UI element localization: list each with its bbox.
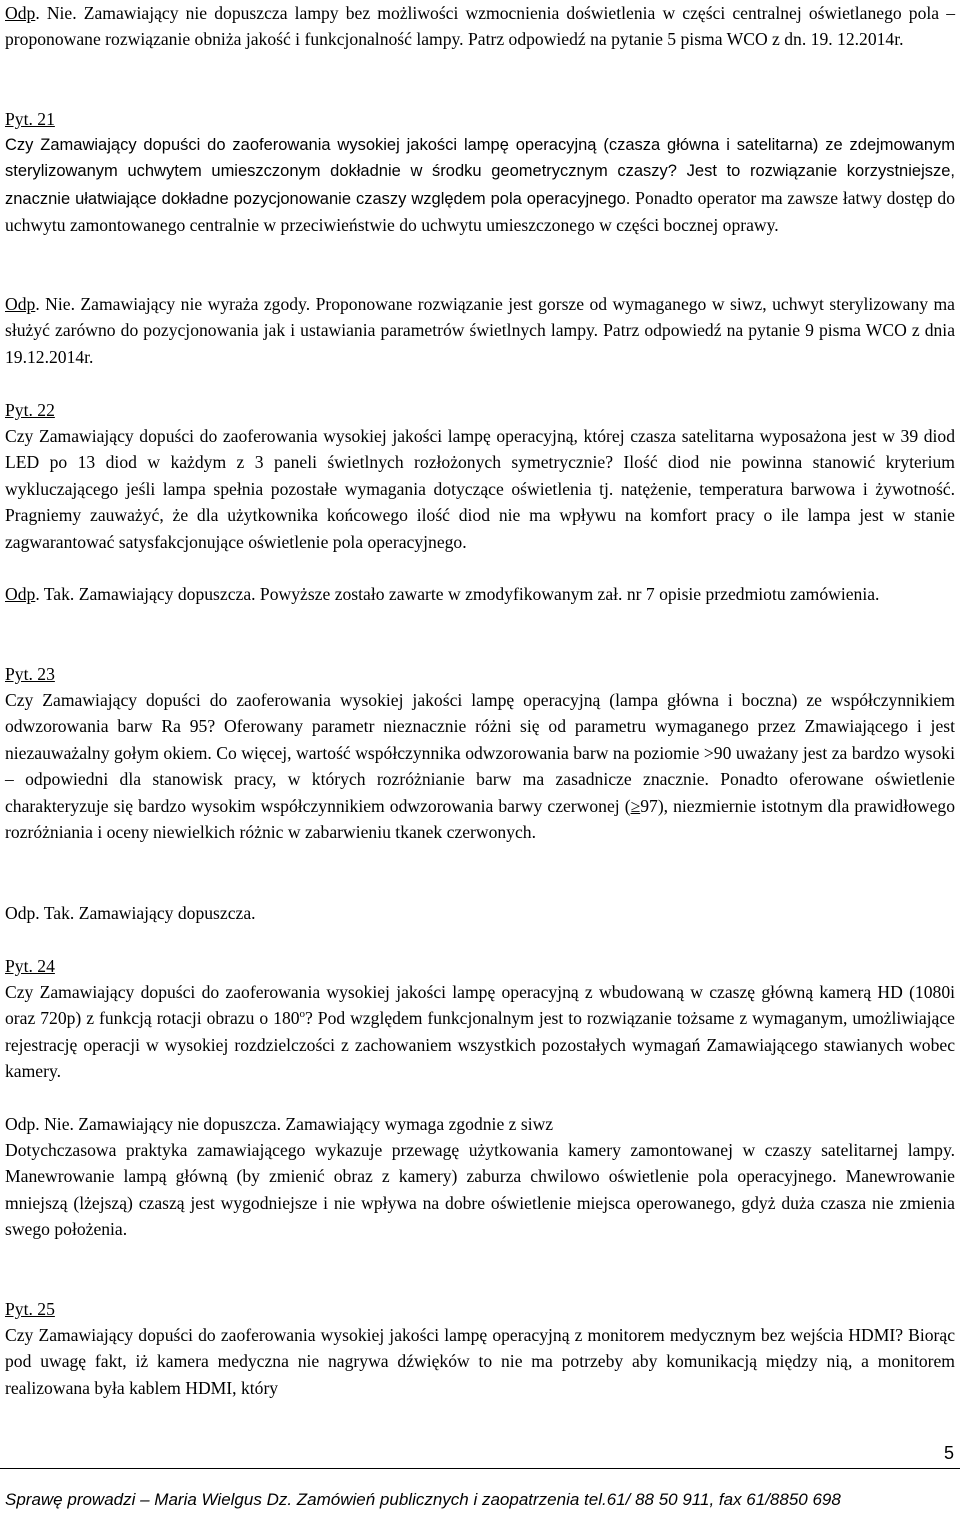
question-label-25: Pyt. 25 — [5, 1299, 55, 1319]
question-24-body: Czy Zamawiający dopuści do zaoferowania wysokiej jakości lampę operacyjną z wbudowaną w czaszę główną kamerą HD (1080i oraz 720p) z funkcją rotacji obrazu o 180 — [5, 982, 955, 1029]
question-text-22: Czy Zamawiający dopuści do zaoferowania wysokiej jakości lampę operacyjną, której czasza satelitarna wyposażona jest w 39 diod LED po 13 diod w każdym z 3 paneli świetlnych rozłożonych symetrycznie? Ilość diod nie powinna stanowić kryterium wykluczającego jeśli lampa spełnia pozostałe wymagania dotyczące oświetlenia tj. natężenie, temperatura barwowa i żywotność. Pragniemy zauważyć, że dla użytkownika końcowego ilość diod nie ma wpływu na komfort pracy o ile lampa jest w stanie zagwarantować satysfakcjonujące oświetlenie pola operacyjnego. — [5, 426, 955, 552]
question-text-25: Czy Zamawiający dopuści do zaoferowania wysokiej jakości lampę operacyjną z monitorem medycznym bez wejścia HDMI? Biorąc pod uwagę fakt, iż kamera medyczna nie nagrywa dźwięków to nie ma potrzeby aby komunikacją między nią, a monitorem realizowana była kablem HDMI, który — [5, 1325, 955, 1398]
odp-label: Odp — [5, 3, 36, 23]
question-21-body: Czy Zamawiający dopuści do zaoferowania wysokiej jakości lampę operacyjną (czasza główna i satelitarna) ze zdejmowanym sterylizowanym uchwytem umieszczonym dokładnie w środku geometrycznym czaszy? Jest to rozwiązanie korzystniejsze, znacznie ułatwiające dokładne pozycjonowanie czaszy względem pola operacyjnego. — [5, 136, 955, 208]
question-24-end: ? Pod względem funkcjonalnym jest to rozwiązanie tożsame z wymaganym, umożliwiające rejestrację operacji w wysokiej rozdzielczości z zachowaniem wszystkich pozostałych wymagań Zamawiającego stawianych wobec kamery. — [5, 1008, 955, 1082]
question-label-22: Pyt. 22 — [5, 400, 55, 420]
question-23-end: 97), niezmiernie istotnym dla prawidłowego rozróżniania i oceny niewielkich różnic w zabarwieniu tkanek czerwonych. — [5, 795, 955, 843]
degree-sign: o — [299, 1008, 306, 1021]
question-label-21: Pyt. 21 — [5, 109, 55, 129]
question-text-24 — [5, 979, 955, 1085]
question-label-23: Pyt. 23 — [5, 664, 55, 684]
answer-23: Odp. Tak. Zamawiający dopuszcza. — [5, 903, 256, 923]
greater-equal-sign: ≥ — [630, 795, 641, 816]
question-21-cont: Ponadto operator ma zawsze łatwy dostęp do uchwytu zamontowanego centralnie w przeciwieństwie do uchwytu umieszczonego w części bocznej oprawy. — [5, 187, 955, 236]
question-label-24: Pyt. 24 — [5, 956, 55, 976]
answer-24: Odp. Nie. Zamawiający nie dopuszcza. Zamawiający wymaga zgodnie z siwz — [5, 1114, 554, 1134]
question-23-body: Czy Zamawiający dopuści do zaoferowania wysokiej jakości lampę operacyjną (lampa główna i boczna) ze współczynnikiem odwzorowania barw Ra 95? Oferowany parametr nieznacznie różni się od parametru wymaganego przez Zmawiającego i jest niezauważalny gołym okiem. Co więcej, wartość współczynnika odwzorowania barw na poziomie >90 uważany jest za bardzo wysoki – odpowiedni dla stanowisk pracy, w których rozróżnianie barw ma zasadnicze znacznie. Ponadto oferowane oświetlenie charakteryzuje się bardzo wysokim współczynnikiem odwzorowania barwy czerwonej ( — [5, 690, 955, 816]
answer-21 — [5, 291, 955, 370]
footer-contact: Sprawę prowadzi – Maria Wielgus Dz. Zamówień publicznych i zaopatrzenia tel.61/ 88 50 911, fax 61/8850 698 — [5, 1490, 841, 1509]
odp-label: Odp — [5, 294, 36, 314]
answer-22 — [5, 581, 955, 607]
answer-text: . Nie. Zamawiający nie dopuszcza lampy bez możliwości wzmocnienia doświetlenia w części centralnej oświetlanego pola – proponowane rozwiązanie obniża jakość i funkcjonalność lampy. Patrz odpowiedź na pytanie 5 pisma WCO z dn. 19. 12.2014r. — [5, 3, 955, 50]
answer-24-cont: Dotychczasowa praktyka zamawiającego wykazuje przewagę użytkowania kamery zamontowanej w czaszy satelitarnej lampy. Manewrowanie lampą główną (by zmienić obraz z kamery) zaburza chwilowo oświetlenie pola operacyjnego. Manewrowanie mniejszą (lżejszą) czaszą jest wygodniejsze i nie wpływa na dobre oświetlenie miejsca operowanego, gdyż duża czasza nie zmienia swego położenia. — [5, 1140, 955, 1240]
answer-21-text: . Nie. Zamawiający nie wyraża zgody. Proponowane rozwiązanie jest gorsze od wymaganego w siwz, uchwyt sterylizowany ma służyć zarówno do pozycjonowania jak i ustawiania parametrów świetlnych lampy. Patrz odpowiedź na pytanie 9 pisma WCO z dnia 19.12.2014r. — [5, 294, 955, 367]
question-text-23 — [5, 687, 955, 845]
question-text-21 — [5, 132, 955, 240]
page-number: 5 — [943, 1443, 954, 1463]
footer-divider — [0, 1468, 960, 1469]
odp-label: Odp — [5, 584, 36, 604]
answer-prev — [5, 0, 955, 53]
answer-22-text: . Tak. Zamawiający dopuszcza. Powyższe zostało zawarte w zmodyfikowanym zał. nr 7 opisie przedmiotu zamówienia. — [35, 584, 880, 604]
